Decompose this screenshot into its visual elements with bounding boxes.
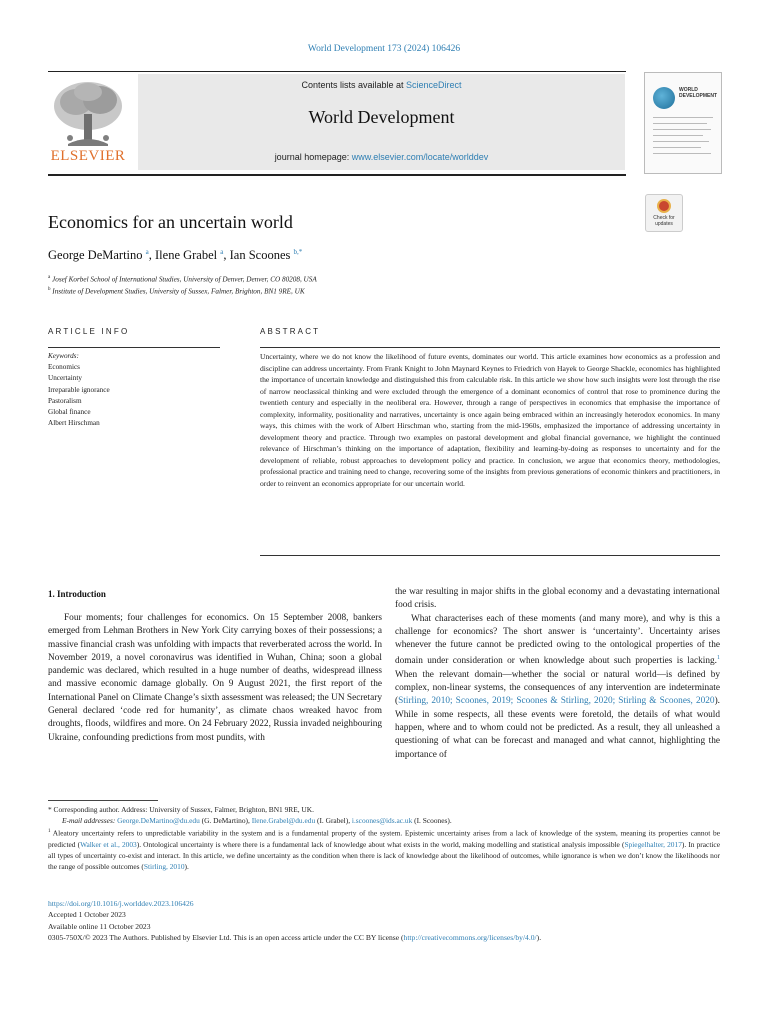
license-link[interactable]: http://creativecommons.org/licenses/by/4.0/ — [403, 933, 537, 943]
affiliation-item — [48, 273, 317, 285]
cover-line — [653, 123, 707, 124]
email-link[interactable]: i.scoones@ids.ac.uk — [351, 816, 413, 826]
body-paragraph — [395, 613, 720, 762]
citation-link[interactable]: Stirling, 2010 — [143, 862, 185, 872]
paragraph-text: ). While in some respects, all these events were foretold, the details of what would happen, where and to whom could not be predicted. As a result, they all unleashed a questioning of what can be forecast and managed and what cannot, highlighting the importance of — [395, 696, 720, 760]
author-affiliation-sup[interactable]: a — [145, 248, 149, 256]
homepage-label: journal homepage: — [274, 152, 352, 162]
cover-line — [653, 147, 701, 148]
affiliation-text: Josef Korbel School of International Studies, University of Denver, Denver, CO 80208, USA — [52, 275, 317, 284]
footnote-number: 1 — [48, 829, 51, 835]
globe-icon — [653, 87, 675, 109]
available-date: Available online 11 October 2023 — [48, 921, 151, 931]
paragraph-text: When the relevant domain—whether the social or natural world—is defined by complex, non-linear systems, the consequences of any intervention are indeterminate ( — [395, 669, 720, 707]
article-info-heading: ARTICLE INFO — [48, 327, 130, 336]
bookmark-icon — [657, 199, 671, 213]
article-title: Economics for an uncertain world — [48, 212, 293, 232]
article-metadata — [48, 898, 738, 944]
affiliations — [48, 273, 317, 297]
body-paragraph: Four moments; four challenges for economics. On 15 September 2008, bankers emerged from Lehman Brothers in New York City carrying boxes of their possessions; a massive financial crash was unfolding with impacts that reverberated across the world. In November 2019, a novel coronavirus was identified in Wuhan, China; soon a global pandemic was declared, which resulted in a huge number of deaths, widespread illness and massive economic damage globally. On 9 August 2021, the first report of the International Panel on Climate Change’s sixth assessment was released; the UN Secretary General declared ‘code red for humanity’, as climate chaos wreaked havoc from droughts, floods, wildfires and more. On 24 February 2022, Russia invaded neighbouring Ukraine, confounding predictions from most pundits, with — [48, 613, 382, 743]
email-owner: (I. Scoones). — [412, 816, 452, 826]
email-owner: (G. DeMartino), — [199, 816, 252, 826]
section-heading-introduction: 1. Introduction — [48, 589, 106, 599]
cover-line — [653, 141, 709, 142]
affiliation-text: Institute of Development Studies, University of Sussex, Falmer, Brighton, BN1 9RE, UK — [52, 287, 305, 296]
contents-available-line — [138, 80, 625, 90]
body-column-right — [395, 586, 720, 762]
check-updates-label: Check for updates — [653, 215, 675, 227]
cover-line — [653, 135, 703, 136]
journal-cover-thumbnail[interactable] — [644, 72, 722, 174]
footnote-text: ). Ontological uncertainty is where there is a fundamental lack of knowledge about what exists in the world, making modelling and statistical analysis impossible ( — [136, 840, 625, 850]
keyword-item: Irreparable ignorance — [48, 385, 110, 394]
keyword-item: Pastoralism — [48, 396, 82, 405]
license-line — [48, 932, 738, 943]
email-link[interactable]: Ilene.Grabel@du.edu — [251, 816, 316, 826]
article-info-rule — [48, 347, 220, 348]
contents-prefix: Contents lists available at — [301, 80, 407, 90]
journal-reference[interactable]: World Development 173 (2024) 106426 — [307, 44, 461, 54]
cover-title: WORLD DEVELOPMENT — [679, 87, 718, 99]
journal-title: World Development — [308, 107, 455, 127]
affiliation-item — [48, 285, 317, 297]
cover-line — [653, 129, 711, 130]
footnote-text: Aleatory uncertainty refers to unpredictable variability in the system and is a fundamental property of the system. Epistemic uncertainty arises from a lack of knowledge of the system, meaning its properties cannot be predicted ( — [48, 828, 720, 850]
header-rule-top — [48, 71, 626, 72]
license-text: 0305-750X/© 2023 The Authors. Published by Elsevier Ltd. This is an open access article under the CC BY license ( — [48, 933, 404, 943]
email-owner: (I. Grabel), — [315, 816, 352, 826]
abstract-rule — [260, 347, 720, 348]
keywords-list — [48, 351, 110, 429]
footnote-text: ). In practice all types of uncertainty co-exist and interact. In this article, we define uncertainty as the condition when there is lack of knowledge about the likelihood of outcomes, while ignorance is when we don’t know the likelihoods nor the range of possible outcomes ( — [48, 840, 720, 872]
author-name[interactable]: Ian Scoones — [229, 248, 291, 263]
footnote-rule — [48, 800, 158, 801]
cover-line — [653, 153, 711, 154]
corresponding-author-note: * Corresponding author. Address: University of Sussex, Falmer, Brighton, BN1 9RE, UK. — [48, 805, 314, 814]
sciencedirect-link[interactable]: ScienceDirect — [406, 80, 462, 90]
abstract-text: Uncertainty, where we do not know the likelihood of future events, dominates our world. This article examines how economics as a profession and discipline can address uncertainty. From Frank Knight to John Maynard Keynes to Friedrich von Hayek to George Shackle, economics has highlighted the importance of uncertain knowledge and distinguished this from calculable risk. In this article we show how such insights were lost through the rise of narrow neoclassical thinking and were excluded through the emergence of a dominant economics of control that rose to prominence during the twentieth century and especially in the neoliberal era. However, through a range of perspectives in economics that emphasise the importance of complexity, informality, positionality and narratives, uncertainty is once again being embraced within an increasingly heterodox economics. In many ways, this chimes with the work of Albert Hirschman who, starting from the mid-1960s, emphasized the importance of addressing uncertainty in development theory and practice. Through two examples on pastoral development and global financial governance, we highlight the continued relevance of Hirschman’s thinking on the importance of adaptation, flexibility and learning-by-doing as responses to uncertainty and for the development of reliable, robust approaches to development policy and practice. In conclusion, we argue that economics theory, methodologies, professional practice and training need to change, recovering some of the insights from previous generations of economic thinkers and practitioners, in order to reinvent an economics appropriate for our uncertain world. — [260, 352, 720, 489]
paragraph-text: What characterises each of these moments (and many more), and why is this a challenge for economics? The short answer is ‘uncertainty’. Uncertainty arises whenever the future cannot be predicted owing to the ontological properties of the domain under consideration or when knowledge about such properties is lacking. — [395, 613, 720, 667]
affiliation-sup: a — [48, 275, 51, 280]
footnote-1 — [48, 826, 720, 872]
body-column-left — [48, 612, 382, 745]
footnote-text: ). — [184, 862, 189, 872]
doi-link[interactable]: https://doi.org/10.1016/j.worlddev.2023.106426 — [48, 899, 194, 908]
email-link[interactable]: George.DeMartino@du.edu — [117, 816, 200, 826]
header-rule-bottom — [48, 174, 626, 176]
abstract-rule-bottom — [260, 555, 720, 556]
citation-link[interactable]: Stirling, 2010; Scoones, 2019; Scoones & Stirling, 2020; Stirling & Scoones, 2020 — [398, 696, 715, 707]
journal-homepage-line — [138, 152, 625, 162]
keywords-label: Keywords: — [48, 352, 79, 360]
keyword-item: Global finance — [48, 408, 91, 417]
cover-line — [653, 117, 713, 118]
keyword-item: Uncertainty — [48, 374, 82, 383]
email-addresses — [48, 815, 720, 826]
citation-link[interactable]: Spiegelhalter, 2017 — [624, 840, 682, 850]
email-label: E-mail addresses: — [62, 816, 118, 826]
author-affiliation-sup[interactable]: a — [220, 248, 224, 256]
publisher-name: ELSEVIER — [50, 148, 126, 164]
accepted-date: Accepted 1 October 2023 — [48, 910, 126, 920]
author-list: George DeMartino $^a$, Ilene Grabel $^a$, Ian Scoones $^{b,*}$ — [48, 248, 303, 263]
keyword-item: Economics — [48, 363, 80, 372]
homepage-link[interactable]: www.elsevier.com/locate/worlddev — [351, 152, 489, 162]
citation-link[interactable]: Walker et al., 2003 — [80, 840, 137, 850]
check-for-updates-button[interactable] — [645, 194, 683, 232]
author-affiliation-sup[interactable]: b,* — [293, 248, 303, 256]
author-name[interactable]: Ilene Grabel — [155, 248, 218, 263]
author-name[interactable]: George DeMartino — [48, 248, 143, 263]
affiliation-sup: b — [48, 286, 51, 292]
footnotes — [48, 804, 720, 873]
license-text: ). — [536, 933, 542, 943]
keyword-item: Albert Hirschman — [48, 419, 100, 428]
footnote-marker[interactable]: 1 — [717, 655, 720, 662]
abstract-heading: ABSTRACT — [260, 327, 321, 336]
body-paragraph: the war resulting in major shifts in the global economy and a devastating international food crisis. — [395, 587, 720, 611]
